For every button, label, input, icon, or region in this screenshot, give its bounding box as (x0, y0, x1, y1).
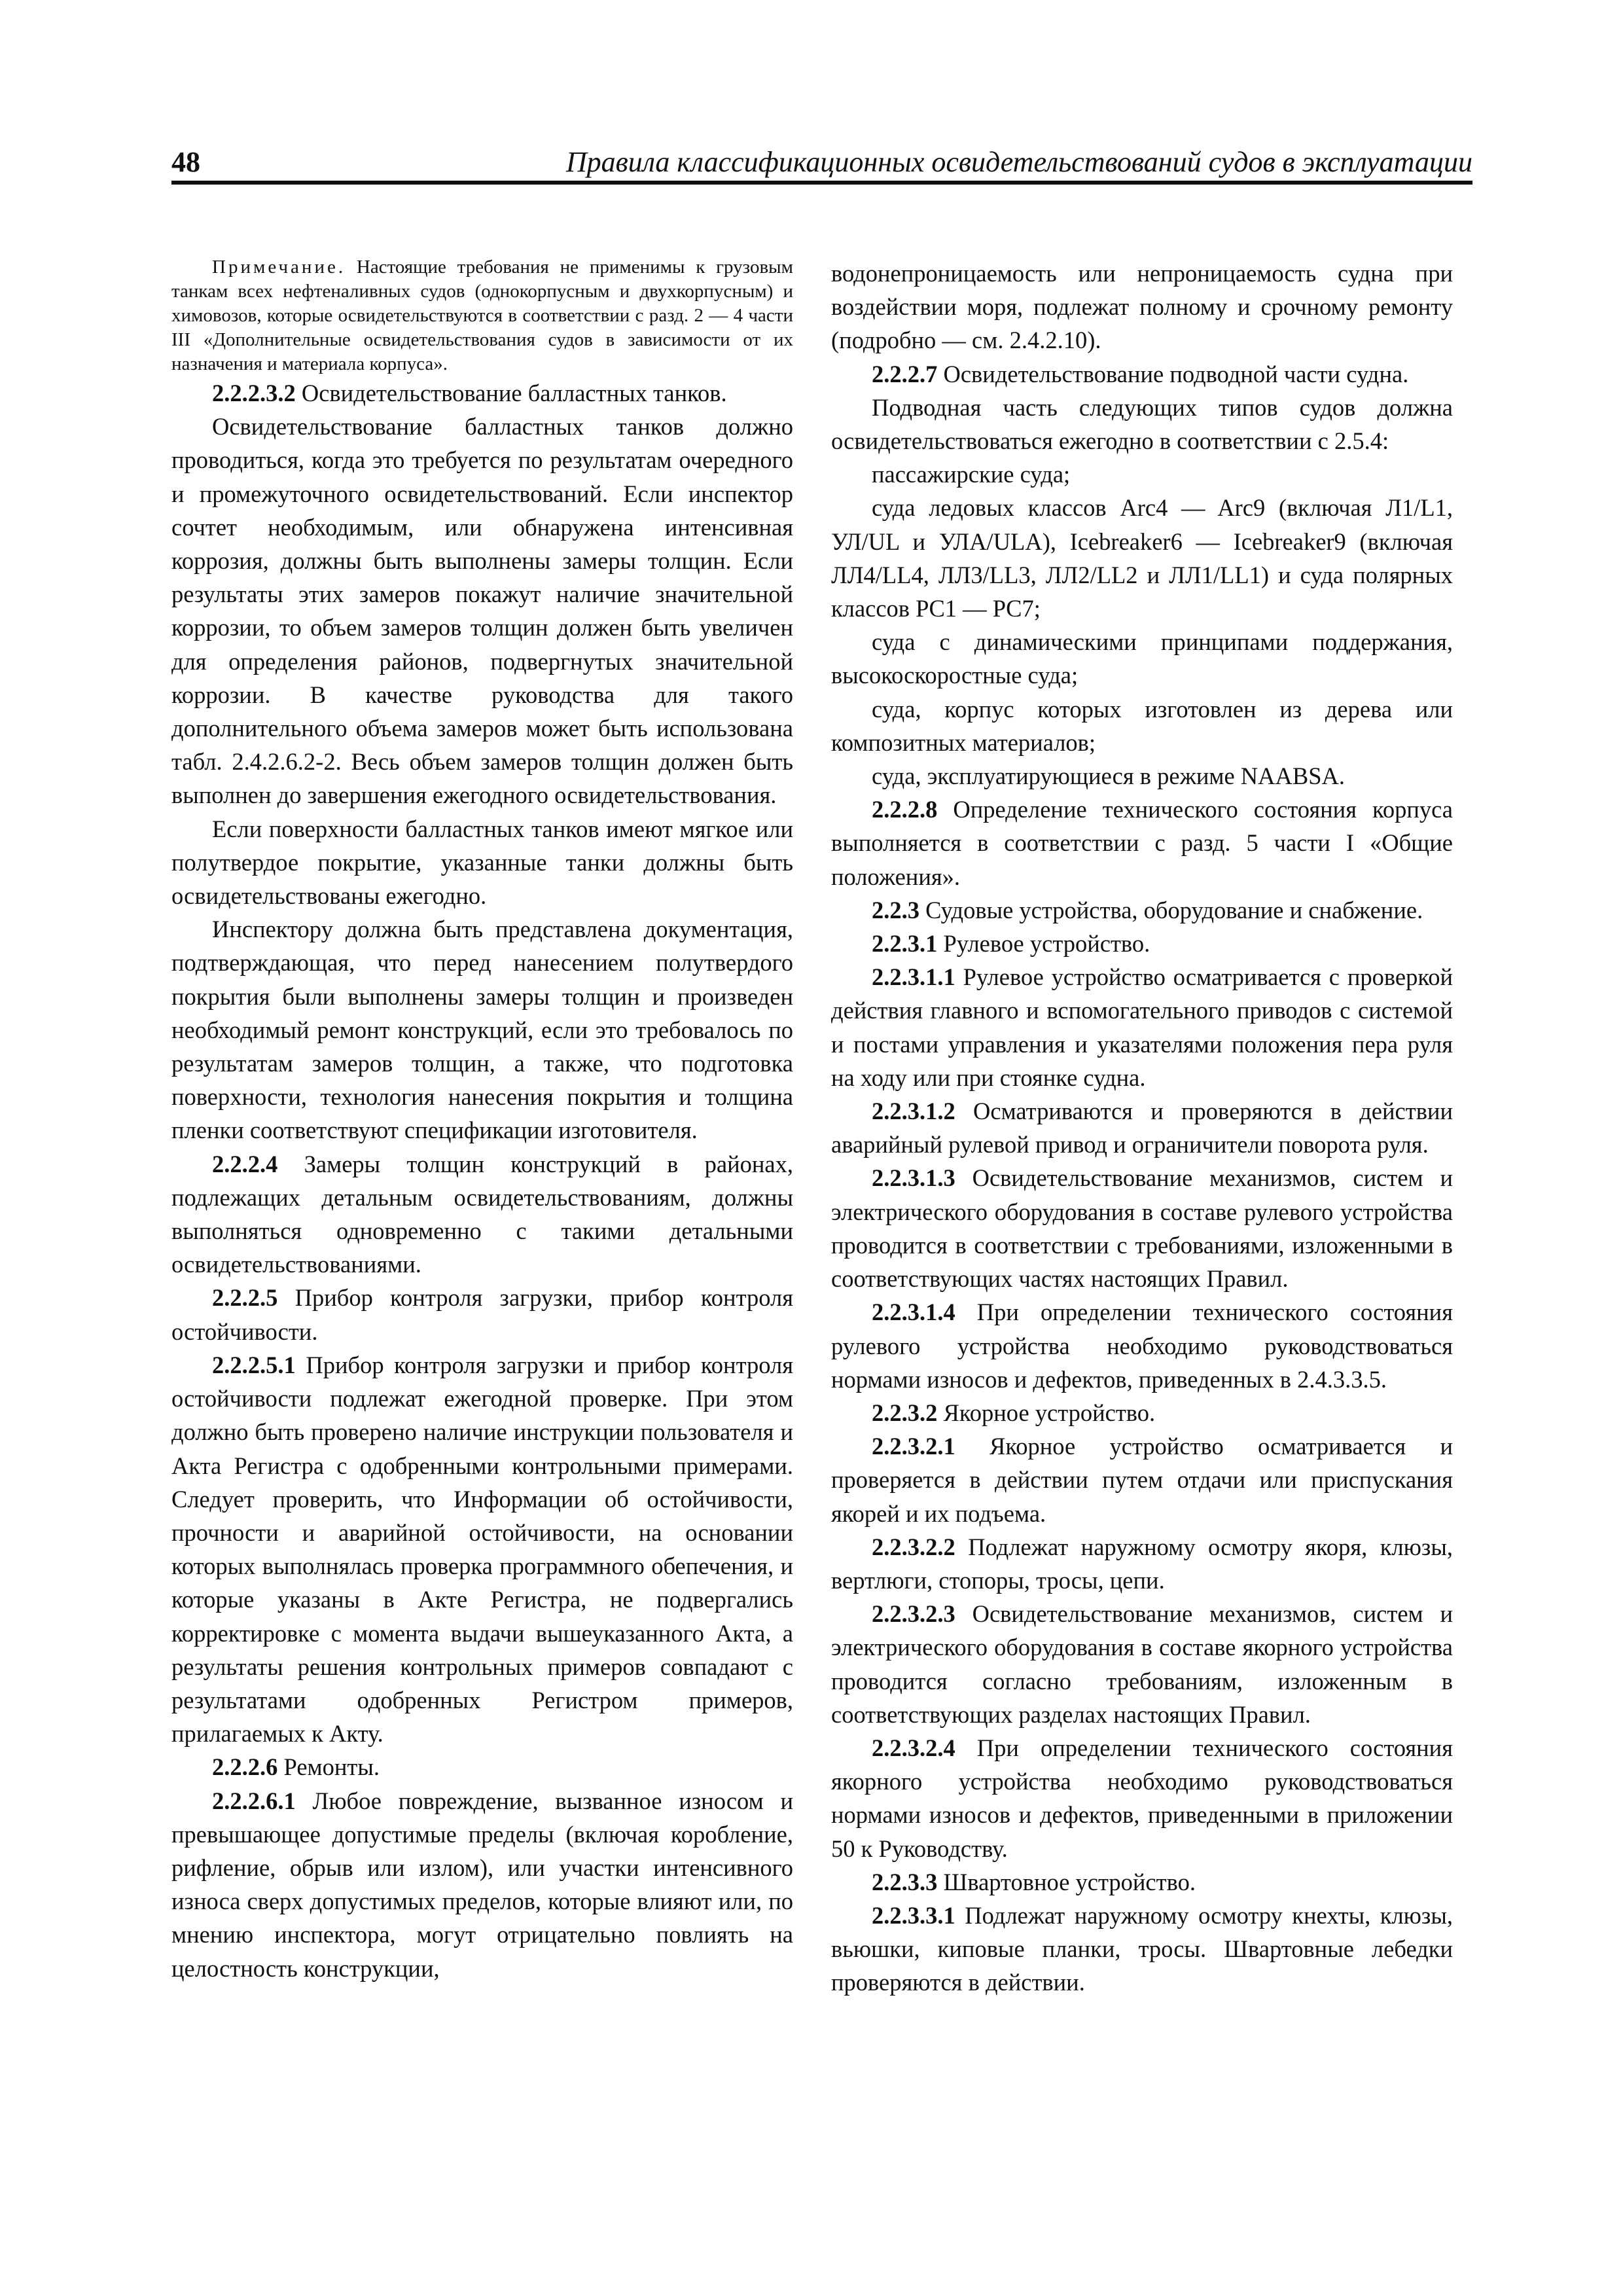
paragraph (831, 1597, 1453, 1731)
section-number: 2.2.3.2.2 (872, 1533, 955, 1560)
section-number: 2.2.2.7 (872, 360, 938, 387)
paragraph (831, 692, 1453, 759)
paragraph (831, 759, 1453, 793)
paragraph-text: Освидетельствование механизмов, систем и электрического оборудования в составе рулевого устройства проводится в соответствии с требованиями, изложенными в соответствующих частях настоящих Правил. (831, 1164, 1453, 1293)
paragraph-text: пассажирские суда; (872, 461, 1071, 488)
paragraph (171, 812, 793, 913)
paragraph (831, 491, 1453, 625)
page-number: 48 (171, 146, 200, 178)
page-header (171, 143, 1472, 182)
paragraph (171, 1147, 793, 1282)
paragraph-text: Любое повреждение, вызванное износом и превышающее допустимые пределы (включая коробление, рифление, обрыв или излом), или участки интенсивного износа сверх допустимых пределов, которые влияют или, по мнению инспектора, могут отрицательно повлиять на целостность конструкции, (171, 1787, 793, 1982)
paragraph-text: суда, эксплуатирующиеся в режиме NAABSA. (872, 762, 1345, 790)
section-number: 2.2.2.4 (212, 1150, 278, 1177)
paragraph (831, 1295, 1453, 1396)
section-number: 2.2.3.2.4 (872, 1734, 955, 1761)
paragraph (831, 1865, 1453, 1899)
section-number: 2.2.3.2.1 (872, 1433, 955, 1460)
left-column (171, 255, 793, 1985)
paragraph-text: Якорное устройство. (937, 1399, 1156, 1426)
paragraph-text: Подлежат наружному осмотру якоря, клюзы, вертлюги, стопоры, тросы, цепи. (831, 1533, 1453, 1594)
section-number: 2.2.3 (872, 896, 919, 924)
paragraph (831, 457, 1453, 491)
section-number: 2.2.2.8 (872, 796, 938, 823)
right-column (831, 257, 1453, 2000)
paragraph (831, 1094, 1453, 1161)
section-number: 2.2.3.2.3 (872, 1600, 955, 1628)
header-rule (171, 181, 1472, 185)
paragraph (831, 1899, 1453, 2000)
paragraph-text: суда с динамическими принципами поддержания, высокоскоростные суда; (831, 628, 1453, 689)
note-label: Примечание. (212, 257, 346, 278)
section-number: 2.2.3.3.1 (872, 1901, 955, 1929)
section-number: 2.2.2.6.1 (212, 1787, 296, 1814)
paragraph-text: Освидетельствование механизмов, систем и электрического оборудования в составе якорного устройства проводится согласно требованиям, изложенным в соответствующих разделах настоящих Правил. (831, 1600, 1453, 1728)
paragraph (171, 376, 793, 410)
paragraph-text: Если поверхности балластных танков имеют мягкое или полутвердое покрытие, указанные танки должны быть освидетельствованы ежегодно. (171, 815, 793, 910)
paragraph-text: суда, корпус которых изготовлен из дерева или композитных материалов; (831, 695, 1453, 756)
paragraph-text: При определении технического состояния рулевого устройства необходимо руководствоваться нормами износов и дефектов, приведенных в 2.4.3.3.5. (831, 1299, 1453, 1393)
paragraph-text: суда ледовых классов Arc4 — Arc9 (включая Л1/L1, УЛ/UL и УЛА/ULA), Icebreaker6 — Icebreaker9 (включая ЛЛ4/LL4, ЛЛ3/LL3, ЛЛ2/LL2 и ЛЛ1/LL1) и суда полярных классов PC1 — PC7; (831, 494, 1453, 622)
section-number: 2.2.3.1 (872, 930, 938, 958)
paragraph-text: Подлежат наружному осмотру кнехты, клюзы, вьюшки, киповые планки, тросы. Швартовные лебедки проверяются в действии. (831, 1901, 1453, 1996)
paragraph (831, 1731, 1453, 1865)
running-title: Правила классификационных освидетельствований судов в эксплуатации (565, 146, 1472, 178)
section-number: 2.2.3.3 (872, 1868, 938, 1895)
section-number: 2.2.2.5 (212, 1284, 278, 1312)
paragraph (831, 927, 1453, 960)
right-paragraphs (831, 257, 1453, 2000)
paragraph (831, 625, 1453, 692)
paragraph (831, 793, 1453, 893)
paragraph-text: Ремонты. (277, 1753, 380, 1781)
paragraph-text: Освидетельствование балластных танков. (295, 380, 727, 406)
paragraph-text: водонепроницаемость или непроницаемость судна при воздействии моря, подлежат полному и срочному ремонту (подробно — см. 2.4.2.10). (831, 260, 1453, 354)
paragraph (831, 357, 1453, 391)
section-number: 2.2.3.1.3 (872, 1164, 955, 1192)
paragraph (831, 960, 1453, 1094)
paragraph (171, 410, 793, 812)
paragraph-text: Рулевое устройство. (937, 930, 1150, 958)
paragraph (171, 1348, 793, 1750)
paragraph (831, 1161, 1453, 1295)
section-number: 2.2.2.6 (212, 1753, 278, 1781)
paragraph-text: Осматриваются и проверяются в действии аварийный рулевой привод и ограничители поворота руля. (831, 1098, 1453, 1158)
paragraph (831, 1429, 1453, 1530)
paragraph (171, 912, 793, 1147)
paragraph (831, 893, 1453, 927)
paragraph (831, 257, 1453, 357)
section-number: 2.2.3.1.1 (872, 963, 955, 991)
paragraph (831, 391, 1453, 457)
paragraph-text: При определении технического состояния якорного устройства необходимо руководствоваться нормами износов и дефектов, приведенными в приложении 50 к Руководству. (831, 1734, 1453, 1862)
section-number: 2.2.3.1.2 (872, 1098, 955, 1125)
paragraph-text: Якорное устройство осматривается и проверяется в действии путем отдачи или приспускания якорей и их подъема. (831, 1433, 1453, 1527)
paragraph-text: Рулевое устройство осматривается с проверкой действия главного и вспомогательного приводов с системой и постами управления и указателями положения пера руля на ходу или при стоянке судна. (831, 963, 1453, 1091)
paragraph-text: Инспектору должна быть представлена документация, подтверждающая, что перед нанесением полутвердого покрытия были выполнены замеры толщин и произведен необходимый ремонт конструкций, если это требовалось по результатам замеров толщин, а также, что подготовка поверхности, технология нанесения покрытия и толщина пленки соответствуют спецификации изготовителя. (171, 916, 793, 1144)
paragraph-text: Судовые устройства, оборудование и снабжение. (919, 896, 1423, 924)
note-text: Настоящие требования не применимы к грузовым танкам всех нефтеналивных судов (однокорпусным и двухкорпусным) и химовозов, которые освидетельствуются в соответствии с разд. 2 — 4 части III «Дополнительные освидетельствования судов в зависимости от их назначения и материала корпуса». (171, 257, 793, 374)
paragraph-text: Освидетельствование подводной части судна. (937, 360, 1409, 387)
paragraph-text: Определение технического состояния корпуса выполняется в соответствии с разд. 5 части I «Общие положения». (831, 796, 1453, 890)
section-number: 2.2.3.1.4 (872, 1299, 955, 1326)
paragraph-text: Прибор контроля загрузки и прибор контроля остойчивости подлежат ежегодной проверке. При этом должно быть проверено наличие инструкции пользователя и Акта Регистра с одобренными контрольными примерами. Следует проверить, что Информации об остойчивости, прочности и аварийной остойчивости, на основании которых выполнялась проверка программного обепечения, и которые указаны в Акте Регистра, не подвергались корректировке с момента выдачи вышеуказанного Акта, а результаты решения контрольных примеров совпадают с результатами одобренных Регистром примеров, прилагаемых к Акту. (171, 1351, 793, 1748)
section-number: 2.2.3.2 (872, 1399, 938, 1426)
paragraph (831, 1396, 1453, 1429)
paragraph (171, 1281, 793, 1348)
paragraph-text: Прибор контроля загрузки, прибор контроля остойчивости. (171, 1284, 793, 1345)
note-paragraph (171, 255, 793, 376)
paragraph-text: Подводная часть следующих типов судов должна освидетельствоваться ежегодно в соответствии с 2.5.4: (831, 393, 1453, 455)
section-number: 2.2.2.5.1 (212, 1351, 296, 1378)
paragraph (171, 1784, 793, 1985)
section-number: 2.2.2.3.2 (212, 380, 296, 406)
paragraph (831, 1530, 1453, 1597)
paragraph (171, 1750, 793, 1784)
paragraph-text: Швартовное устройство. (937, 1868, 1196, 1895)
paragraph-text: Освидетельствование балластных танков должно проводиться, когда это требуется по результатам очередного и промежуточного освидетельствований. Если инспектор сочтет необходимым, или обнаружена интенсивная коррозия, должны быть выполнены замеры толщин. Если результаты этих замеров покажут наличие значительной коррозии, то объем замеров толщин должен быть увеличен для определения районов, подвергнутых значительной коррозии. В качестве руководства для такого дополнительного объема замеров может быть использована табл. 2.4.2.6.2-2. Весь объем замеров толщин должен быть выполнен до завершения ежегодного освидетельствования. (171, 413, 793, 809)
paragraph-text: Замеры толщин конструкций в районах, подлежащих детальным освидетельствованиям, должны выполняться одновременно с такими детальными освидетельствованиями. (171, 1150, 793, 1278)
left-paragraphs (171, 376, 793, 1985)
